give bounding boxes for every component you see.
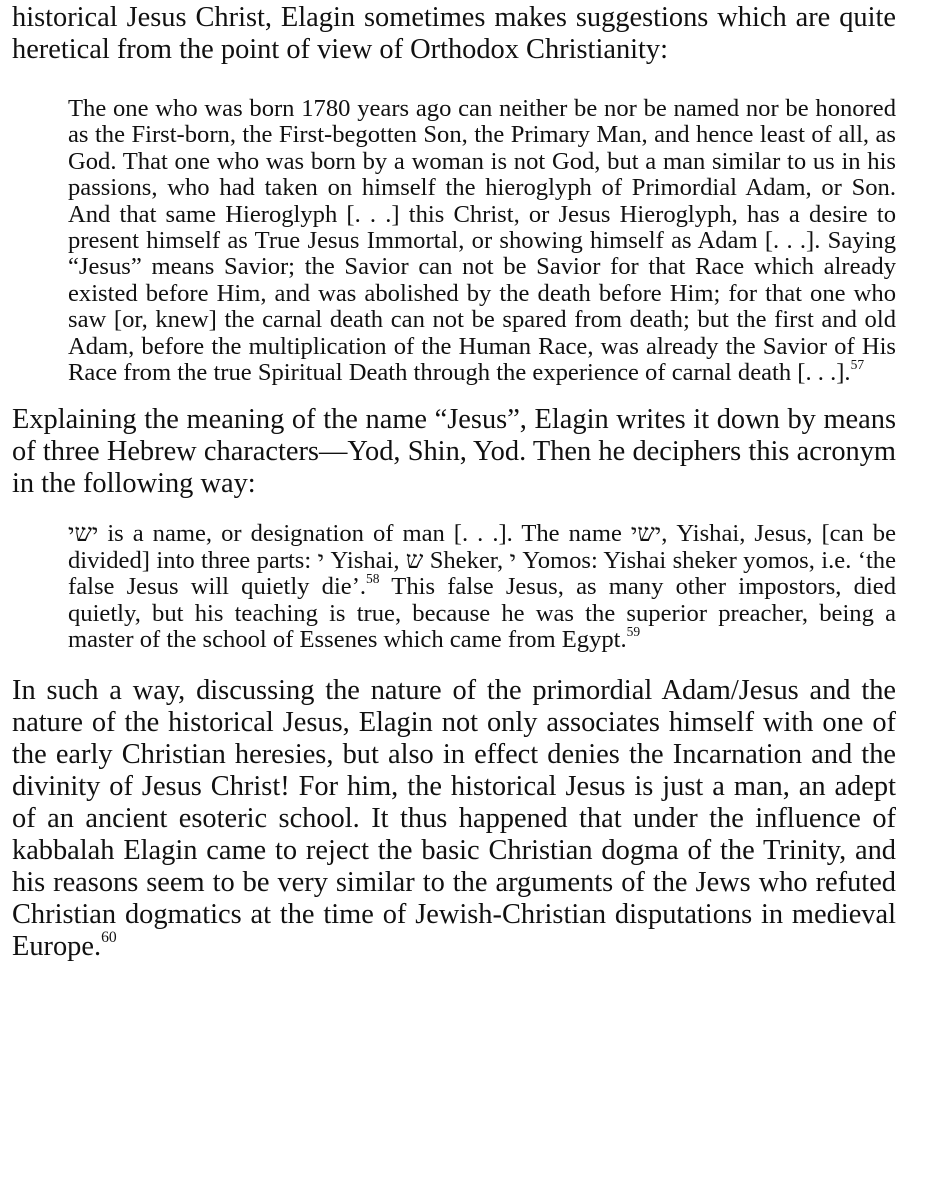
body-paragraph-2: Explaining the meaning of the name “Jesus”, Elagin writes it down by means of three Hebrew characters—Yod, Shin, Yod. Then he deciphers this acronym in the following way: — [12, 404, 896, 500]
body-paragraph-3 — [12, 675, 896, 963]
footnote-ref-57[interactable]: 57 — [850, 356, 865, 372]
body-paragraph-3-text: In such a way, discussing the nature of the primordial Adam/Jesus and the nature of the historical Jesus, Elagin not only associates himself with one of the early Christian heresies, but also in effect denies the Incarnation and the divinity of Jesus Christ! For him, the historical Jesus is just a man, an adept of an ancient esoteric school. It thus happened that under the influence of kabbalah Elagin came to reject the basic Christian dogma of the Trinity, and his reasons seem to be very similar to the arguments of the Jews who refuted Christian dogmatics at the time of Jewish-Christian disputations in medieval Europe. — [12, 674, 896, 962]
block-quote-2-text-a: ישי is a name, or designation of man [. . .]. The name ישי, Yishai, Jesus, [can be divided] into three parts: י Yishai, ש Sheker, י Yomos: Yishai sheker yomos, i.e. ‘the false Jesus will quietly die’. — [68, 520, 896, 601]
body-paragraph-1: historical Jesus Christ, Elagin sometimes makes suggestions which are quite heretical from the point of view of Orthodox Christianity: — [12, 2, 896, 65]
block-quote-2 — [68, 521, 896, 653]
block-quote-1-text: The one who was born 1780 years ago can neither be nor be named nor be honored as the First-born, the First-begotten Son, the Primary Man, and hence least of all, as God. That one who was born by a woman is not God, but a man similar to us in his passions, who had taken on himself the hieroglyph of Primordial Adam, or Son. And that same Hieroglyph [. . .] this Christ, or Jesus Hieroglyph, has a desire to present himself as True Jesus Immortal, or showing himself as Adam [. . .]. Saying “Jesus” means Savior; the Savior can not be Savior for that Race which already existed before Him, and was abolished by the death before Him; for that one who saw [or, knew] the carnal death can not be spared from death; but the first and old Adam, before the multiplication of the Human Race, was already the Savior of His Race from the true Spiritual Death through the experience of carnal death [. . .]. — [68, 95, 896, 387]
block-quote-2-text-b: This false Jesus, as many other impostors, died quietly, but his teaching is true, because he was the superior preacher, being a master of the school of Essenes which came from Egypt. — [68, 573, 896, 654]
footnote-ref-59[interactable]: 59 — [626, 623, 641, 639]
block-quote-1 — [68, 96, 896, 386]
footnote-ref-58[interactable]: 58 — [366, 571, 380, 587]
footnote-ref-60[interactable]: 60 — [101, 928, 117, 946]
page-body — [12, 2, 896, 963]
